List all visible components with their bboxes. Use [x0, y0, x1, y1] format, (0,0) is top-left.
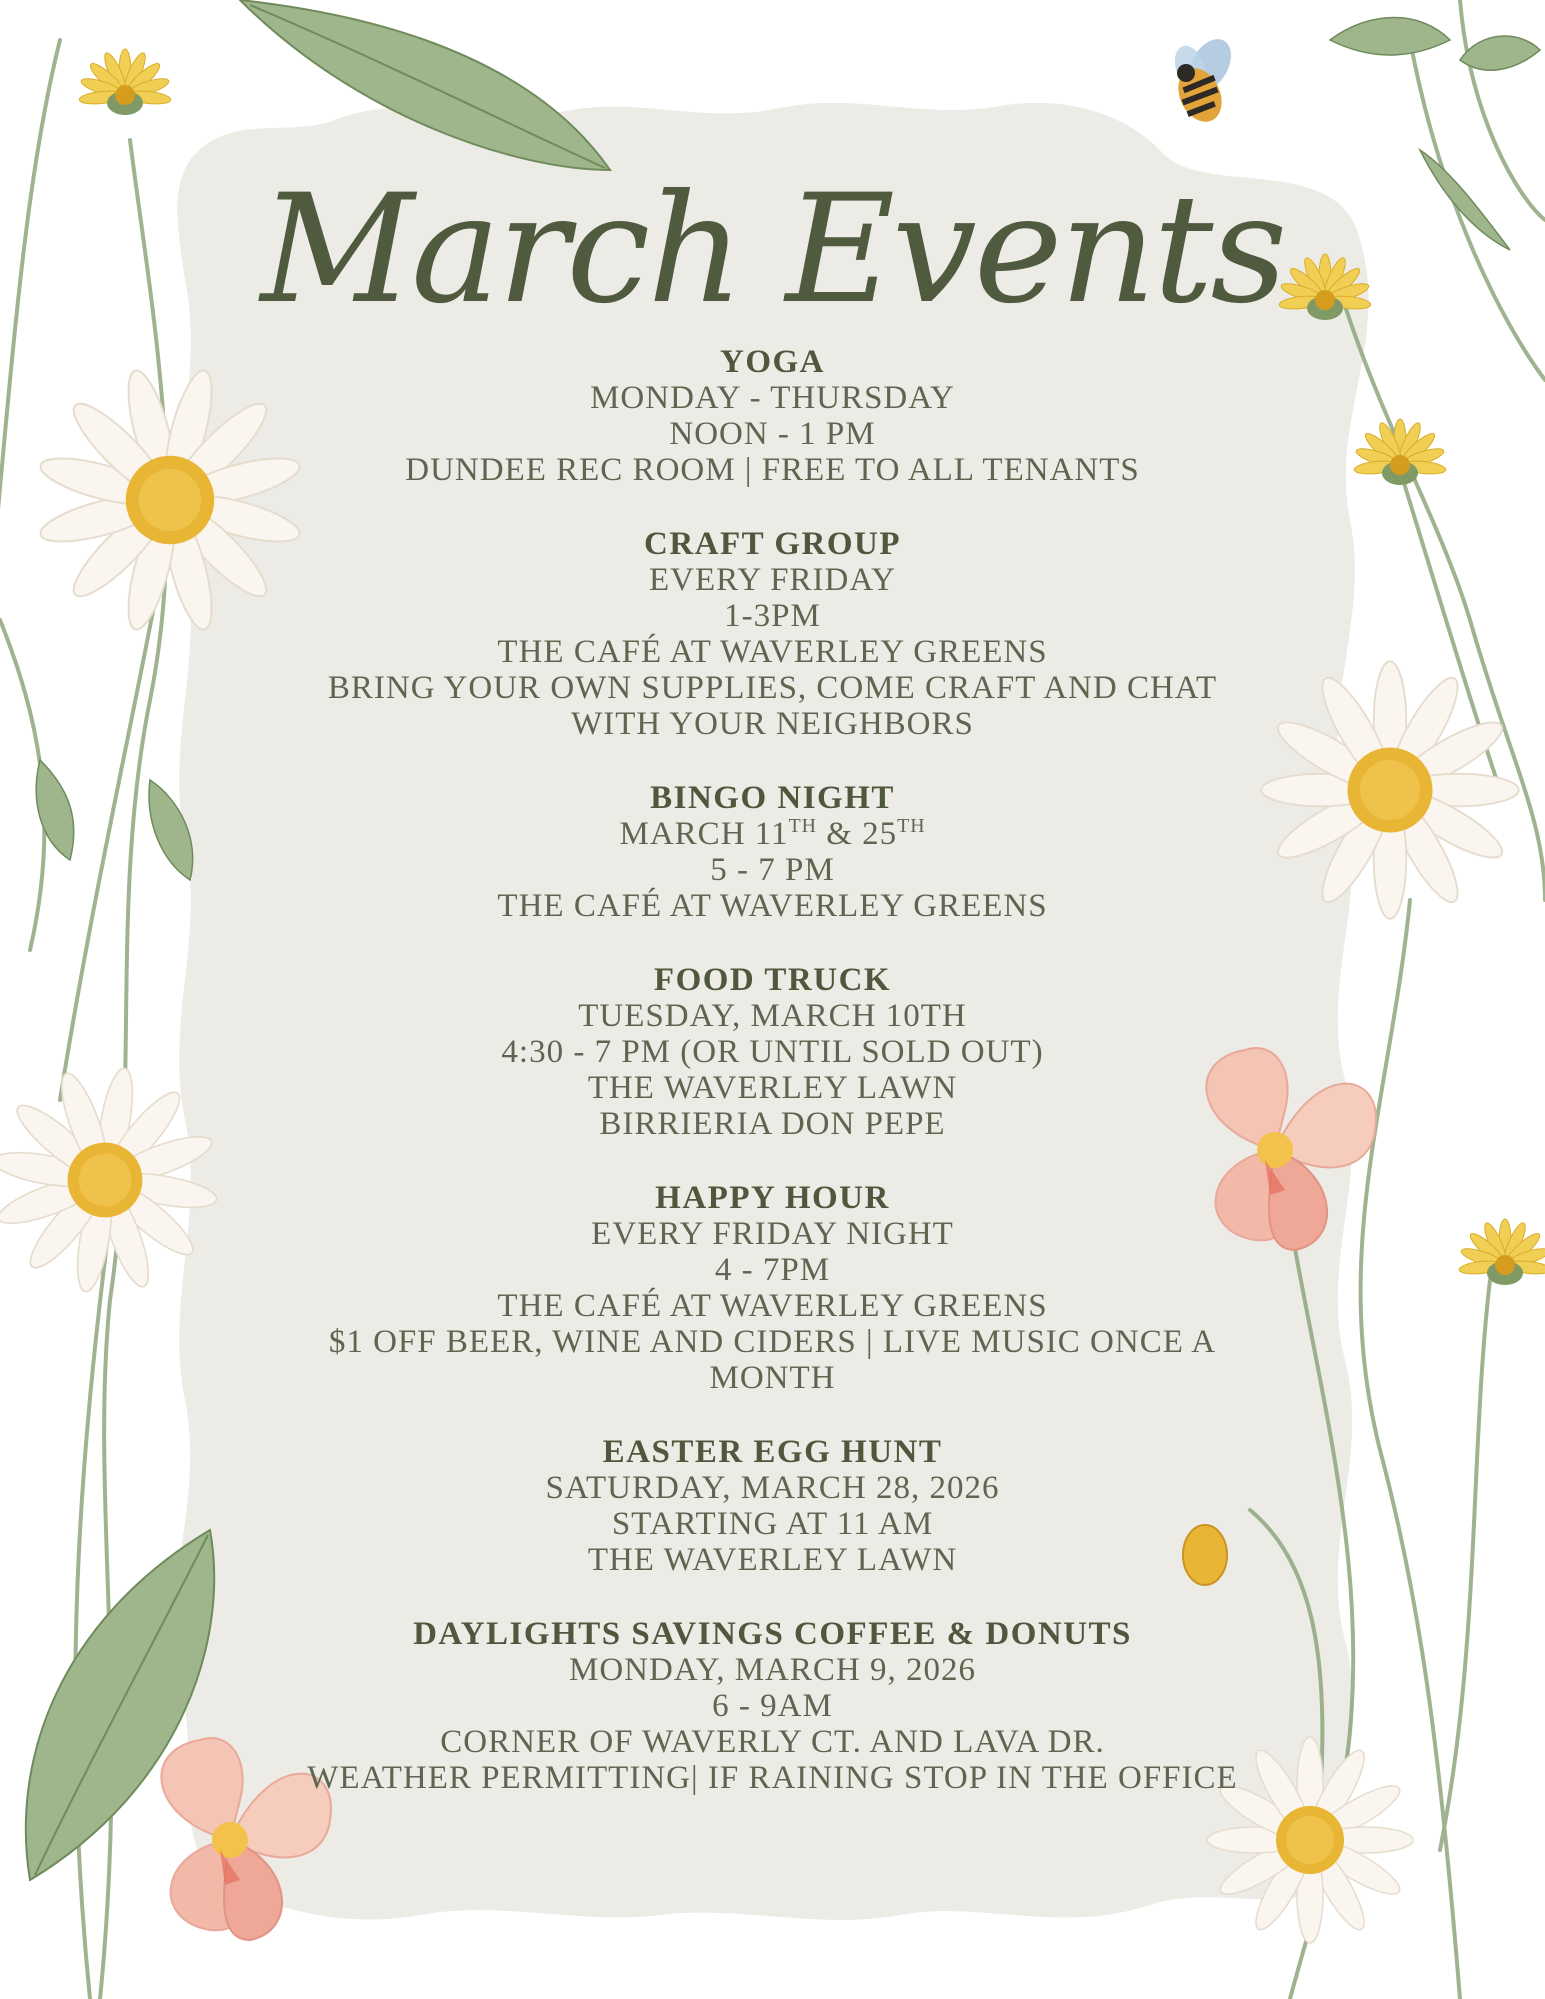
event-detail: 4:30 - 7 PM (OR UNTIL SOLD OUT) [501, 1034, 1044, 1070]
event-detail: 1-3PM [724, 598, 821, 634]
event-detail: STARTING AT 11 AM [611, 1506, 934, 1542]
event-title: FOOD TRUCK [653, 962, 892, 998]
event-food-truck [260, 962, 1285, 1142]
event-title: BINGO NIGHT [650, 780, 895, 816]
event-detail: BIRRIERIA DON PEPE [599, 1106, 946, 1142]
event-detail: TUESDAY, MARCH 10TH [578, 998, 967, 1034]
yellow-flower-icon [1354, 419, 1447, 485]
event-detail: WEATHER PERMITTING| IF RAINING STOP IN THE OFFICE [307, 1760, 1238, 1796]
event-detail: DUNDEE REC ROOM | FREE TO ALL TENANTS [405, 452, 1140, 488]
event-detail: $1 OFF BEER, WINE AND CIDERS | LIVE MUSIC ONCE A [328, 1324, 1217, 1360]
event-title: YOGA [720, 344, 825, 380]
event-title: HAPPY HOUR [655, 1180, 890, 1216]
event-detail: MONDAY, MARCH 9, 2026 [569, 1652, 976, 1688]
page-title: March Events [260, 163, 1285, 337]
event-detail: 5 - 7 PM [710, 852, 835, 888]
event-detail: THE WAVERLEY LAWN [587, 1070, 958, 1106]
event-coffee-donuts [260, 1616, 1285, 1796]
bee-icon [1169, 32, 1239, 129]
event-easter-egg-hunt [260, 1434, 1285, 1578]
events-list [260, 344, 1285, 1834]
event-detail: NOON - 1 PM [669, 416, 876, 452]
event-detail: BRING YOUR OWN SUPPLIES, COME CRAFT AND CHAT [327, 670, 1218, 706]
date-text: MARCH 11 [619, 816, 789, 852]
event-detail: MONTH [709, 1360, 836, 1396]
date-suffix: TH [788, 815, 817, 837]
event-title: EASTER EGG HUNT [602, 1434, 943, 1470]
event-bingo-night [260, 780, 1285, 924]
date-suffix: TH [897, 815, 926, 837]
event-detail: 6 - 9AM [712, 1688, 833, 1724]
event-title: DAYLIGHTS SAVINGS COFFEE & DONUTS [413, 1616, 1132, 1652]
event-detail: CORNER OF WAVERLY CT. AND LAVA DR. [440, 1724, 1105, 1760]
event-detail: EVERY FRIDAY NIGHT [591, 1216, 954, 1252]
yellow-flower-icon [1459, 1219, 1545, 1285]
event-detail: 4 - 7PM [714, 1252, 831, 1288]
event-detail: EVERY FRIDAY [648, 562, 896, 598]
date-text: & 25 [816, 816, 898, 852]
event-yoga [260, 344, 1285, 488]
event-happy-hour [260, 1180, 1285, 1396]
event-dates [260, 816, 1285, 852]
event-detail: THE CAFÉ AT WAVERLEY GREENS [497, 634, 1048, 670]
event-detail: SATURDAY, MARCH 28, 2026 [545, 1470, 1000, 1506]
yellow-flower-icon [79, 49, 172, 115]
event-detail: WITH YOUR NEIGHBORS [571, 706, 974, 742]
event-craft-group [260, 526, 1285, 742]
event-detail: MONDAY - THURSDAY [590, 380, 955, 416]
event-title: CRAFT GROUP [644, 526, 901, 562]
event-detail: THE CAFÉ AT WAVERLEY GREENS [497, 888, 1048, 924]
event-detail: THE CAFÉ AT WAVERLEY GREENS [497, 1288, 1048, 1324]
event-detail: THE WAVERLEY LAWN [587, 1542, 958, 1578]
